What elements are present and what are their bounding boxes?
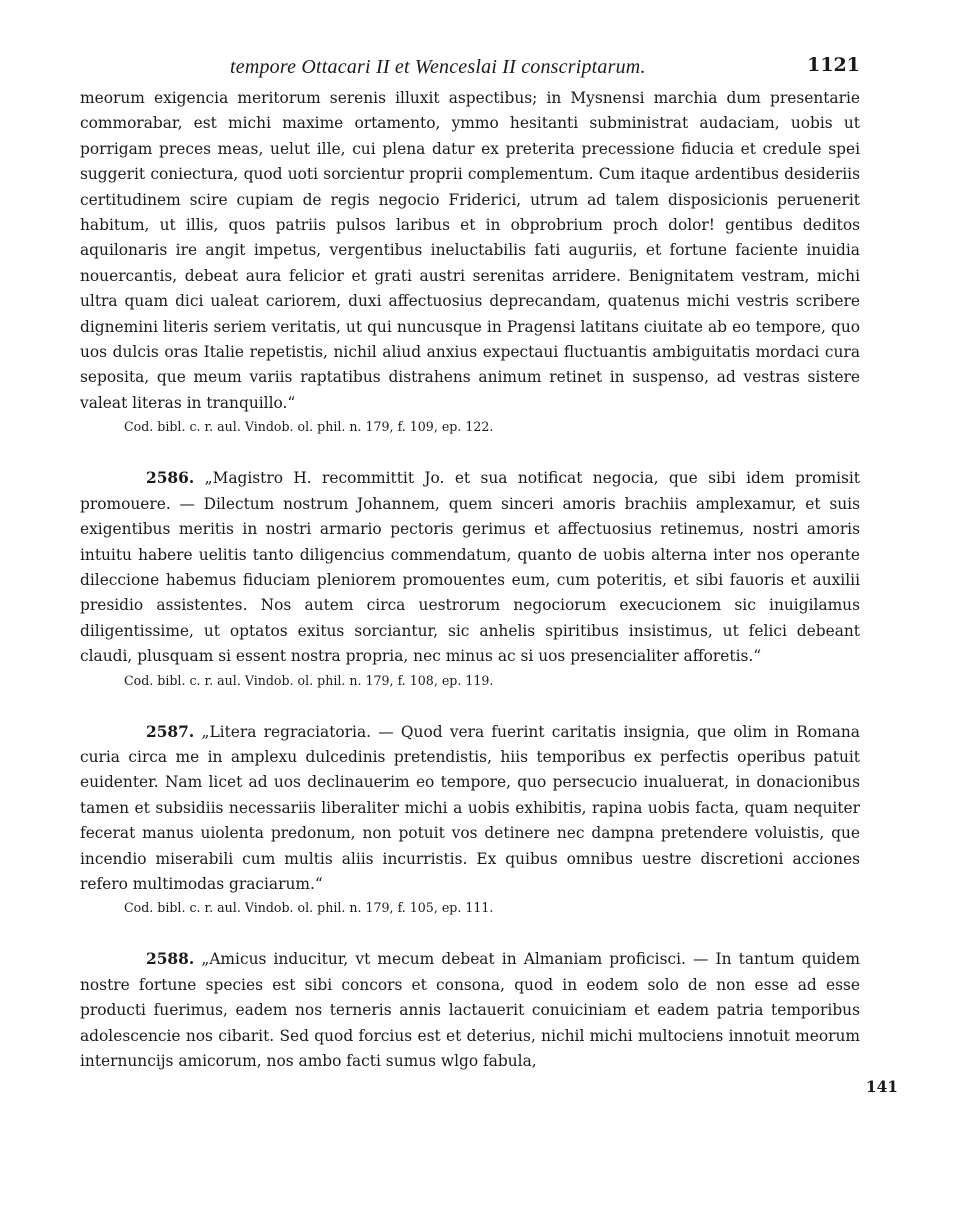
entry-text: „Magistro H. recommittit Jo. et sua notificat negocia, que sibi idem promisit promouere. — Dilectum nostrum Johannem, quem sinceri amoris brachiis amplexamur, et suis exigentibus meritis in nostri armario pectoris gerimus et affectuosius retinemus, nostri amoris intuitu habere uelitis tanto diligencius commendatum, quanto de uobis alterna inter nos operante dileccione habemus fiduciam pleniorem promouentes eum, cum poteritis, et sibi fauoris et auxilii presidio assistentes. Nos autem circa uestrorum negociorum execucionem sic inuigilamus diligentissime, ut optatos exitus sorciantur, sic anhelis spiritibus insistimus, ut felici debeant claudi, plusquam si essent nostra propria, nec minus ac si uos presencialiter afforetis.“ (80, 469, 860, 666)
running-head (80, 52, 860, 86)
letter-entry-2588 (80, 947, 860, 1074)
page-body (80, 52, 860, 1074)
entry-paragraph (80, 947, 860, 1074)
entry-text: „Litera regraciatoria. — Quod vera fuerint caritatis insignia, que olim in Romana curia circa me in amplexu dulcedinis pretendistis, hiis temporibus ex perfectis operibus patuit euidenter. Nam licet ad uos declinauerim eo tempore, quo persecucio inualuerat, in donacionibus tamen et subsidiis necessariis liberaliter michi a uobis exhibitis, rapina uobis facta, quam nequiter fecerat manus uiolenta predonum, non potuit vos detinere nec dampna pretendere voluistis, que incendio miserabili cum multis aliis incurristis. Ex quibus omnibus uestre discretioni acciones refero multimodas graciarum.“ (80, 722, 860, 893)
intro-citation: Cod. bibl. c. r. aul. Vindob. ol. phil. n. 179, f. 109, ep. 122. (124, 419, 494, 435)
entry-paragraph (80, 466, 860, 669)
intro-block (80, 86, 860, 436)
signature-mark: 141 (865, 1078, 898, 1096)
letter-entry-2586 (80, 466, 860, 689)
letter-entry-2587 (80, 720, 860, 918)
intro-paragraph: meorum exigencia meritorum serenis illuxit aspectibus; in Mysnensi marchia dum presentarie commorabar, est michi maxime ortamento, ymmo hesitanti subministrat audaciam, uobis ut porrigam preces meas, uelut ille, cui plena datur ex preterita precessione fiducia et credule spei suggerit coniectura, quod uoti sorcientur proprii complementum. Cum itaque ardentibus desideriis certitudinem scire cupiam de regis negocio Friderici, utrum ad talem disposicionis peruenerit habitum, ut illis, quos patriis pulsos laribus et in obprobrium proch dolor! gentibus deditos aquilonaris ire angit impetus, vergentibus ineluctabilis fati auguriis, et fortune faciente inuidia nouercantis, debeat aura felicior et grati austri serenitas arridere. Benignitatem vestram, michi ultra quam dici ualeat cariorem, duxi affectuosius deprecandam, quatenus michi vestris scribere dignemini literis seriem veritatis, ut qui nuncusque in Pragensi latitans ciuitate ab eo tempore, quo uos dulcis oras Italie repetistis, nichil aliud anxius expectaui fluctuantis ambiguitatis mordaci cura seposita, que meum variis raptatibus distrahens animum retinet in suspenso, ad vestras sistere valeat literas in tranquillo.“ (80, 89, 860, 412)
entry-number: 2586. (146, 469, 195, 488)
entry-number: 2587. (146, 722, 195, 741)
entry-text: „Amicus inducitur, vt mecum debeat in Almaniam proficisci. — In tantum quidem nostre fortune species est sibi concors et consona, quod in eodem solo de non esse ad esse producti fuerimus, eadem nos terneris annis lactauerit conuiciniam et eadem patria temporibus adolescencie nos cibarit. Sed quod forcius est et deterius, nichil michi multociens innotuit meorum internuncijs amicorum, nos ambo facti sumus wlgo fabula, (80, 950, 860, 1070)
entry-number: 2588. (146, 950, 195, 969)
page-number: 1121 (807, 54, 860, 76)
entry-citation: Cod. bibl. c. r. aul. Vindob. ol. phil. n. 179, f. 105, ep. 111. (124, 900, 494, 916)
running-title: tempore Ottacari II et Wenceslai II conscriptarum. (230, 56, 646, 78)
entry-paragraph (80, 720, 860, 898)
entry-citation: Cod. bibl. c. r. aul. Vindob. ol. phil. n. 179, f. 108, ep. 119. (124, 672, 494, 688)
